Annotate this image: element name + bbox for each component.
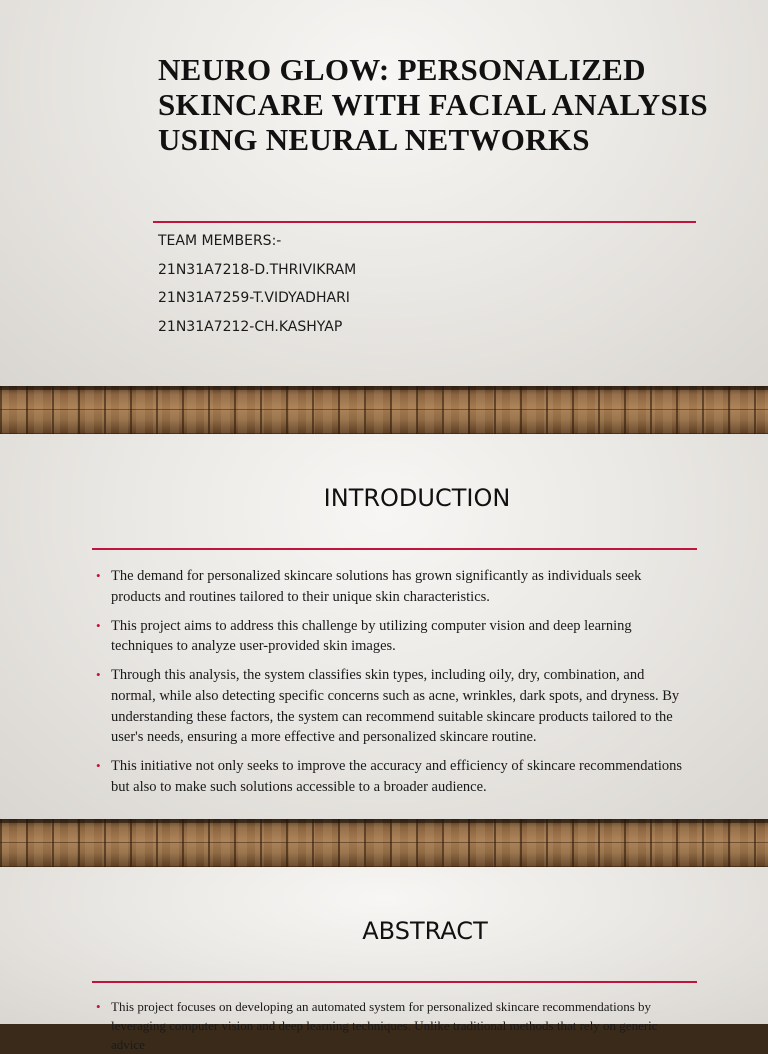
list-item: • This initiative not only seeks to improve the accuracy and efficiency of skincare recommendations but also to make such solutions accessible to a broader audience. <box>92 756 692 797</box>
team-members-label: TEAM MEMBERS:- <box>158 233 282 249</box>
introduction-heading: INTRODUCTION <box>323 484 511 512</box>
abstract-heading: ABSTRACT <box>362 917 488 945</box>
list-item: • This project focuses on developing an automated system for personalized skincare recommendations by leveraging computer vision and deep learning techniques. Unlike traditional methods that rely on generic advice <box>92 997 692 1054</box>
introduction-divider <box>92 548 697 550</box>
team-member: 21N31A7259-T.VIDYADHARI <box>158 290 350 307</box>
title-slide <box>0 0 768 386</box>
abstract-divider <box>92 981 697 983</box>
presentation-title: NEURO GLOW: PERSONALIZED SKINCARE WITH FACIAL ANALYSIS USING NEURAL NETWORKS <box>158 52 708 157</box>
list-item: • This project aims to address this challenge by utilizing computer vision and deep learning techniques to analyze user-provided skin images. <box>92 616 692 657</box>
list-item: • Through this analysis, the system classifies skin types, including oily, dry, combination, and normal, while also detecting specific concerns such as acne, wrinkles, dark spots, and dryness. By understanding these factors, the system can recommend suitable skincare products tailored to the user's needs, ensuring a more effective and personalized skincare routine. <box>92 665 692 747</box>
title-divider <box>153 221 696 223</box>
team-member: 21N31A7212-CH.KASHYAP <box>158 319 343 336</box>
wood-floor-divider <box>0 819 768 867</box>
abstract-bullets <box>92 997 692 1054</box>
wood-floor-divider <box>0 386 768 434</box>
team-members <box>158 230 658 345</box>
introduction-bullets <box>92 566 692 806</box>
list-item: • The demand for personalized skincare solutions has grown significantly as individuals seek products and routines tailored to their unique skin characteristics. <box>92 566 692 607</box>
team-member: 21N31A7218-D.THRIVIKRAM <box>158 261 357 278</box>
